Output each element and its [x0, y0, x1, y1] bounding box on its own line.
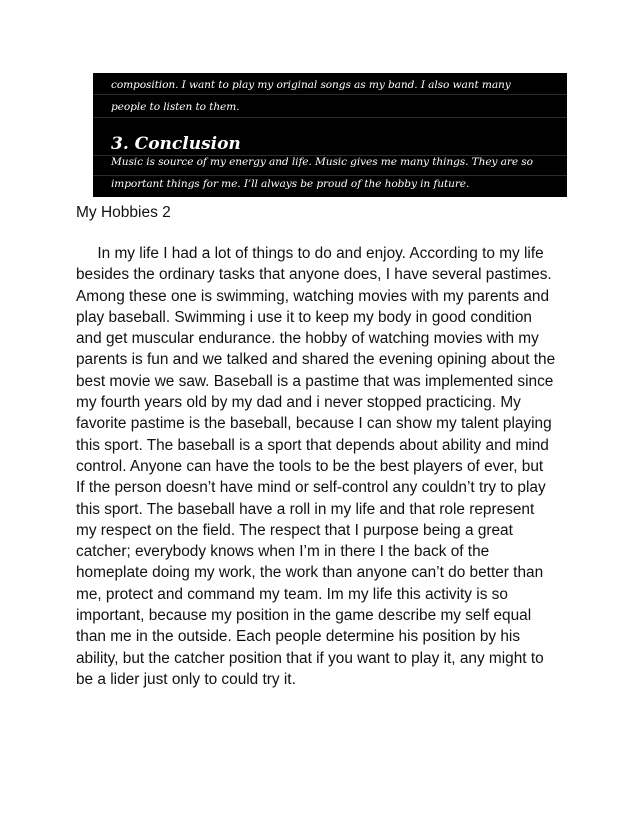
excerpt-line: important things for me. I’ll always be proud of the hobby in future.	[111, 178, 470, 190]
body-line: Among these one is swimming, watching movies with my parents and	[76, 287, 550, 305]
body-line: catcher; everybody knows when I’m in there I the back of the	[76, 543, 490, 561]
body-line: best movie we saw. Baseball is a pastime that was implemented since	[76, 372, 554, 390]
excerpt-line: Music is source of my energy and life. Music gives me many things. They are so	[111, 156, 533, 168]
excerpt-line: people to listen to them.	[111, 101, 240, 113]
excerpt-line: composition. I want to play my original songs as my band. I also want many	[111, 79, 511, 91]
divider	[93, 175, 567, 176]
body-line: favorite pastime is the baseball, because I can show my talent playing	[76, 415, 552, 433]
body-line: parents is fun and we talked and shared the evening opining about the	[76, 351, 556, 369]
body-line: In my life I had a lot of things to do and enjoy. According to my life	[76, 245, 544, 262]
body-line: me, protect and command my team. Im my life this activity is so	[76, 585, 508, 603]
body-line: my respect on the field. The respect that I purpose being a great	[76, 521, 513, 539]
divider	[93, 117, 567, 118]
previous-page-excerpt	[93, 73, 567, 197]
divider	[93, 94, 567, 95]
body-line: be a lider just only to could try it.	[76, 670, 296, 688]
body-line: this sport. The baseball have a roll in my life and that role represent	[76, 500, 535, 518]
essay-body	[76, 243, 568, 690]
document-title: My Hobbies 2	[76, 204, 171, 221]
body-line: and get muscular endurance. the hobby of watching movies with my	[76, 330, 539, 348]
body-line: than me in the outside. Each people determine his position by his	[76, 628, 521, 646]
body-line: important, because my position in the game describe my self equal	[76, 607, 532, 625]
body-line: play baseball. Swimming i use it to keep my body in good condition	[76, 308, 532, 326]
body-line: If the person doesn’t have mind or self-control any couldn’t try to play	[76, 479, 546, 497]
body-line: this sport. The baseball is a sport that depends about ability and mind	[76, 436, 549, 454]
body-line: besides the ordinary tasks that anyone does, I have several pastimes.	[76, 266, 552, 284]
body-line: ability, but the catcher position that if you want to play it, any might to	[76, 649, 544, 667]
body-line: my fourth years old by my dad and i never stopped practicing. My	[76, 394, 521, 412]
section-heading: 3. Conclusion	[111, 134, 241, 154]
body-line: homeplate doing my work, the work than anyone can’t do better than	[76, 564, 544, 582]
body-line: control. Anyone can have the tools to be the best players of ever, but	[76, 457, 544, 475]
